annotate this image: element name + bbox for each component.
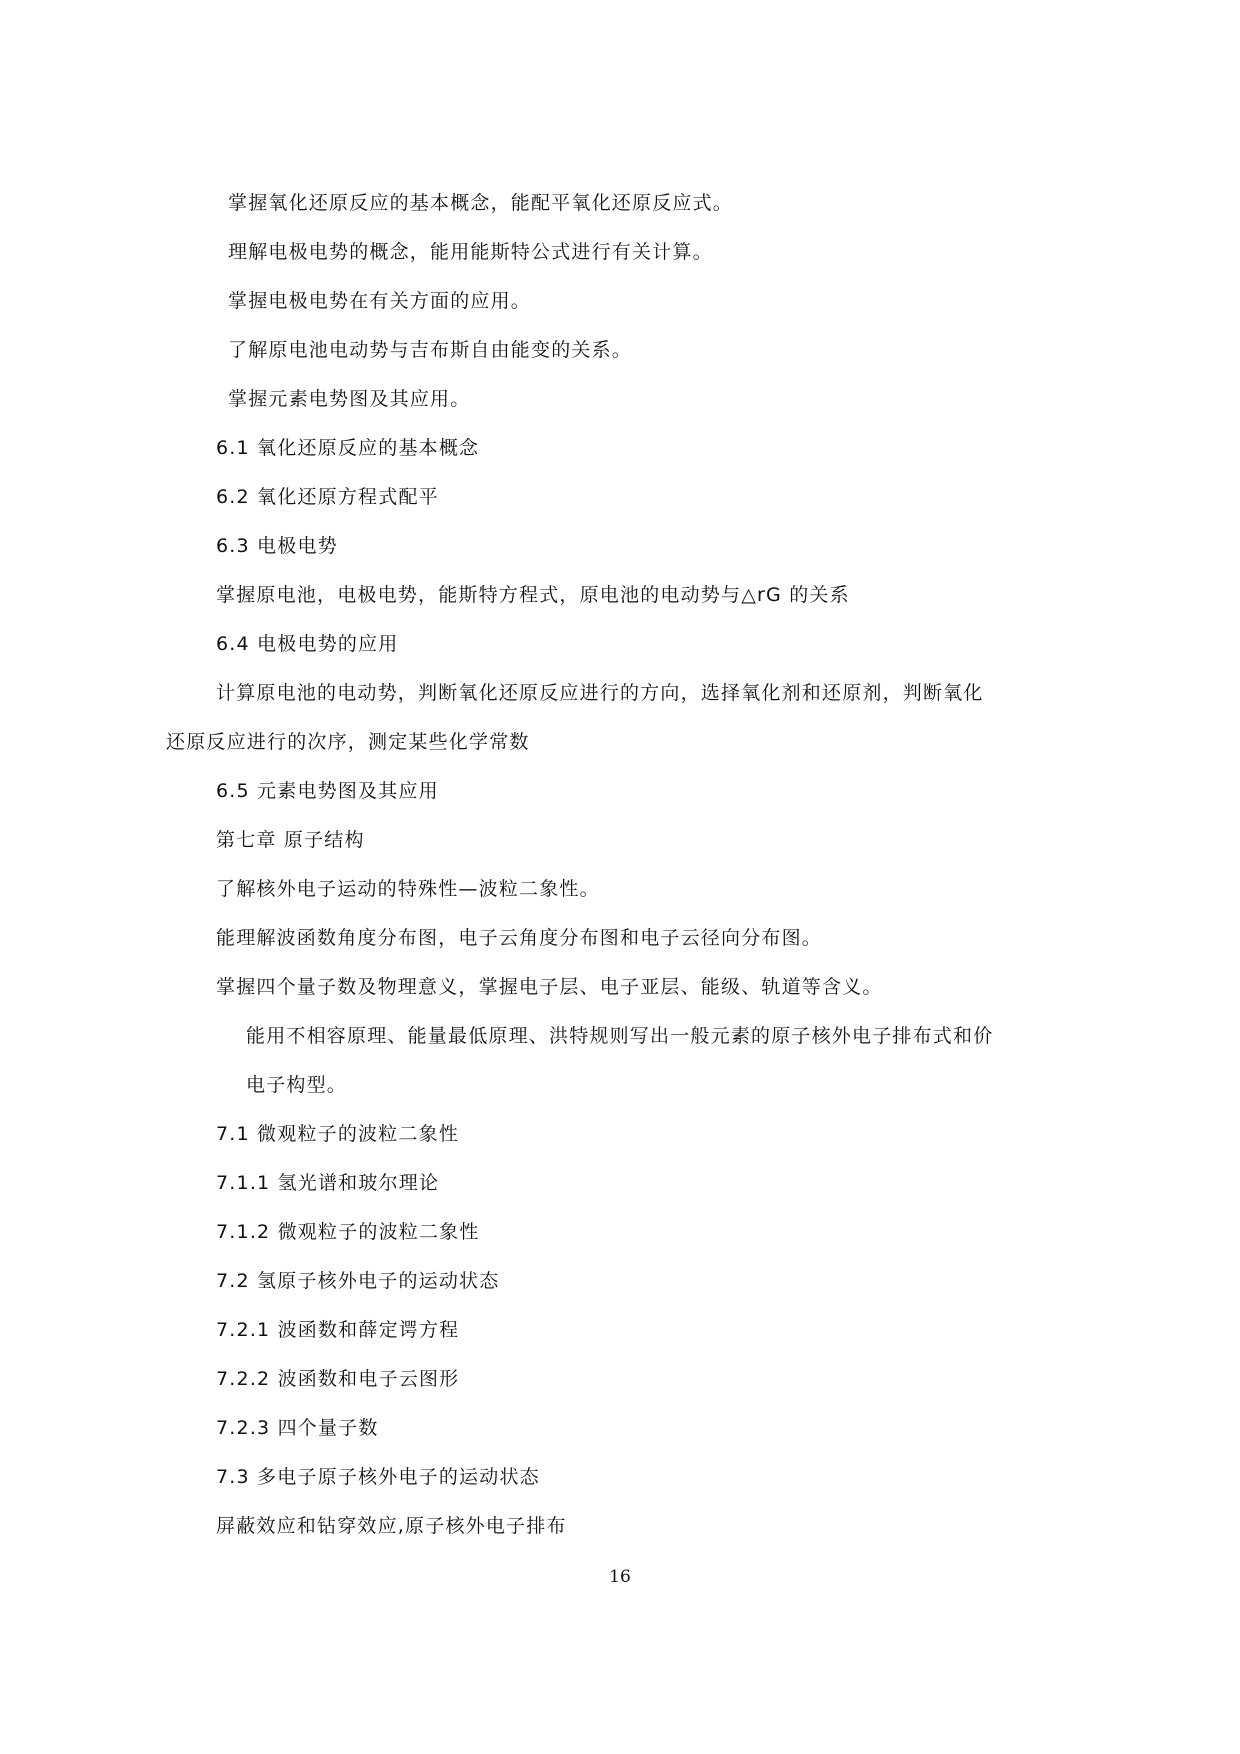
section-7-2: 7.2 氢原子核外电子的运动状态	[216, 1270, 500, 1292]
section-6-1: 6.1 氧化还原反应的基本概念	[216, 437, 480, 459]
section-7-3-content: 屏蔽效应和钻穿效应,原子核外电子排布	[216, 1515, 567, 1537]
section-6-4: 6.4 电极电势的应用	[216, 633, 399, 655]
section-7-3: 7.3 多电子原子核外电子的运动状态	[216, 1466, 540, 1488]
objective-quantum-numbers: 掌握四个量子数及物理意义，掌握电子层、电子亚层、能级、轨道等含义。	[216, 976, 883, 998]
section-6-4-content-line2: 还原反应进行的次序，测定某些化学常数	[166, 731, 530, 753]
objective-element-potential-diagram: 掌握元素电势图及其应用。	[228, 388, 471, 410]
objective-electrode-potential: 理解电极电势的概念，能用能斯特公式进行有关计算。	[228, 241, 713, 263]
section-7-1: 7.1 微观粒子的波粒二象性	[216, 1123, 460, 1145]
section-6-3-content: 掌握原电池，电极电势，能斯特方程式，原电池的电动势与△rG 的关系	[216, 584, 850, 606]
page-number: 16	[609, 1567, 631, 1587]
section-6-3: 6.3 电极电势	[216, 535, 338, 557]
section-6-2: 6.2 氧化还原方程式配平	[216, 486, 439, 508]
objective-wave-particle: 了解核外电子运动的特殊性—波粒二象性。	[216, 878, 600, 900]
section-6-4-content-line1: 计算原电池的电动势，判断氧化还原反应进行的方向，选择氧化剂和还原剂，判断氧化	[216, 682, 984, 704]
objective-wave-function-diagrams: 能理解波函数角度分布图，电子云角度分布图和电子云径向分布图。	[216, 927, 823, 949]
section-7-1-1: 7.1.1 氢光谱和玻尔理论	[216, 1172, 440, 1194]
section-7-2-1: 7.2.1 波函数和薛定谔方程	[216, 1319, 460, 1341]
section-7-2-2: 7.2.2 波函数和电子云图形	[216, 1368, 460, 1390]
objective-potential-applications: 掌握电极电势在有关方面的应用。	[228, 290, 532, 312]
objective-electron-configuration-line1: 能用不相容原理、能量最低原理、洪特规则写出一般元素的原子核外电子排布式和价	[246, 1025, 994, 1047]
chapter-7-title: 第七章 原子结构	[216, 829, 365, 851]
objective-electron-configuration-line2: 电子构型。	[246, 1074, 348, 1096]
objective-emf-gibbs: 了解原电池电动势与吉布斯自由能变的关系。	[228, 339, 633, 361]
section-6-5: 6.5 元素电势图及其应用	[216, 780, 439, 802]
objective-redox-concepts: 掌握氧化还原反应的基本概念，能配平氧化还原反应式。	[228, 192, 734, 214]
section-7-1-2: 7.1.2 微观粒子的波粒二象性	[216, 1221, 480, 1243]
section-7-2-3: 7.2.3 四个量子数	[216, 1417, 379, 1439]
